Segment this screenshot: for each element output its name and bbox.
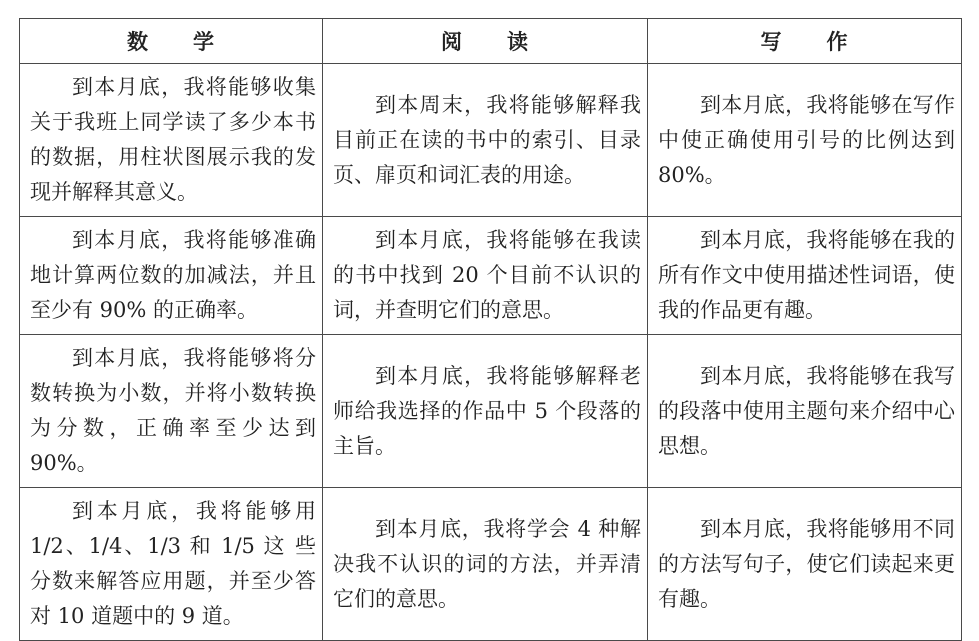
table-cell-writing <box>648 488 962 641</box>
table-cell-writing <box>648 335 962 488</box>
header-writing-label: 写 作 <box>760 29 849 54</box>
header-math <box>20 19 323 64</box>
cell-text: 到本月底，我将学会 4 种解决我不认识的词的方法，并弄清它们的意思。 <box>333 516 641 611</box>
header-reading <box>323 19 648 64</box>
cell-text: 到本月底，我将能够在我的所有作文中使用描述性词语，使我的作品更有趣。 <box>658 228 955 322</box>
table-header-row <box>20 19 962 64</box>
cell-text: 到本月底，我将能够解释老师给我选择的作品中 5 个段落的主旨。 <box>333 363 641 458</box>
goals-table <box>19 18 962 641</box>
cell-text: 到本月底，我将能够用 1/2、1/4、1/3 和 1/5 这 些 分数来解答应用题，并至少答对 10 道题中的 9 道。 <box>30 499 316 628</box>
table-row <box>20 488 962 641</box>
table-cell-reading <box>323 217 648 335</box>
table-row <box>20 335 962 488</box>
table-cell-reading <box>323 488 648 641</box>
table-row <box>20 217 962 335</box>
cell-text: 到本月底，我将能够准确地计算两位数的加减法，并且至少有 90% 的正确率。 <box>30 228 316 322</box>
table-cell-math <box>20 488 323 641</box>
table-cell-math <box>20 64 323 217</box>
table-cell-writing <box>648 64 962 217</box>
cell-text: 到本月底，我将能够在我读的书中找到 20 个目前不认识的词，并查明它们的意思。 <box>333 228 641 322</box>
cell-text: 到本月底，我将能够在我写的段落中使用主题句来介绍中心思想。 <box>658 363 955 458</box>
table-cell-reading <box>323 64 648 217</box>
header-math-label: 数 学 <box>127 29 215 54</box>
header-reading-label: 阅 读 <box>441 29 529 54</box>
cell-text: 到本月底，我将能够用不同的方法写句子，使它们读起来更有趣。 <box>658 516 955 611</box>
cell-text: 到本月底，我将能够收集关于我班上同学读了多少本书的数据，用柱状图展示我的发现并解释其意义。 <box>30 75 316 204</box>
table-row <box>20 64 962 217</box>
table-cell-math <box>20 217 323 335</box>
table-cell-math <box>20 335 323 488</box>
cell-text: 到本周末，我将能够解释我目前正在读的书中的索引、目录页、扉页和词汇表的用途。 <box>333 92 641 187</box>
header-writing <box>648 19 962 64</box>
table-cell-writing <box>648 217 962 335</box>
cell-text: 到本月底，我将能够在写作中使正确使用引号的比例达到 80%。 <box>658 92 955 187</box>
table-cell-reading <box>323 335 648 488</box>
cell-text: 到本月底，我将能够将分数转换为小数，并将小数转换为分数，正确率至少达到 90%。 <box>30 346 316 475</box>
